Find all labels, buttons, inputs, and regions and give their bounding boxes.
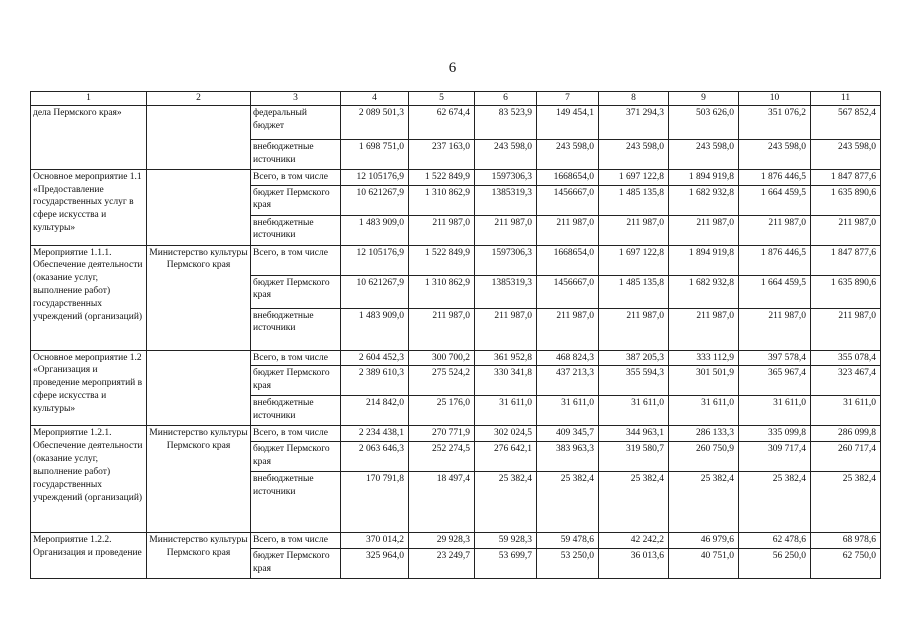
value-cell: 1 635 890,6 [811,275,881,308]
table-row [31,350,881,366]
value-cell: 1385319,3 [475,185,537,215]
value-cell: 2 234 438,1 [341,426,409,442]
page-number: 6 [448,60,457,76]
value-cell: 2 604 452,3 [341,350,409,366]
value-cell: 286 099,8 [811,426,881,442]
value-cell: 260 750,9 [669,442,739,472]
value-cell: 53 250,0 [537,549,599,579]
value-cell: 243 598,0 [475,139,537,169]
value-cell: 12 105176,9 [341,169,409,185]
value-cell: 31 611,0 [537,396,599,426]
value-cell: 325 964,0 [341,549,409,579]
value-cell: 31 611,0 [599,396,669,426]
value-cell: 53 699,7 [475,549,537,579]
value-cell: 383 963,3 [537,442,599,472]
value-cell: 23 249,7 [409,549,475,579]
value-cell: 1 894 919,8 [669,169,739,185]
source-cell: внебюджетные источники [251,139,341,169]
value-cell: 211 987,0 [811,308,881,350]
value-cell: 56 250,0 [739,549,811,579]
value-cell: 211 987,0 [475,215,537,245]
value-cell: 237 163,0 [409,139,475,169]
value-cell: 1 310 862,9 [409,185,475,215]
source-cell: бюджет Пермского края [251,275,341,308]
value-cell: 68 978,6 [811,533,881,549]
value-cell: 275 524,2 [409,366,475,396]
value-cell: 31 611,0 [475,396,537,426]
value-cell: 276 642,1 [475,442,537,472]
value-cell: 62 674,4 [409,105,475,139]
source-cell: Всего, в том числе [251,245,341,275]
value-cell: 170 791,8 [341,472,409,533]
value-cell: 149 454,1 [537,105,599,139]
source-cell: внебюджетные источники [251,308,341,350]
value-cell: 59 928,3 [475,533,537,549]
value-cell: 319 580,7 [599,442,669,472]
executor-cell [147,169,251,245]
value-cell: 211 987,0 [537,215,599,245]
value-cell: 286 133,3 [669,426,739,442]
value-cell: 211 987,0 [475,308,537,350]
value-cell: 1 876 446,5 [739,169,811,185]
value-cell: 1597306,3 [475,169,537,185]
value-cell: 1456667,0 [537,185,599,215]
value-cell: 301 501,9 [669,366,739,396]
value-cell: 243 598,0 [669,139,739,169]
source-cell: внебюджетные источники [251,472,341,533]
value-cell: 25 382,4 [475,472,537,533]
value-cell: 302 024,5 [475,426,537,442]
table-row [31,169,881,185]
value-cell: 397 578,4 [739,350,811,366]
source-cell: Всего, в том числе [251,350,341,366]
value-cell: 330 341,8 [475,366,537,396]
value-cell: 25 382,4 [599,472,669,533]
header-cell: 10 [739,92,811,106]
value-cell: 260 717,4 [811,442,881,472]
table-row [31,426,881,442]
value-cell: 355 078,4 [811,350,881,366]
value-cell: 468 824,3 [537,350,599,366]
value-cell: 1 698 751,0 [341,139,409,169]
value-cell: 10 621267,9 [341,275,409,308]
table-row [31,105,881,139]
value-cell: 1 664 459,5 [739,185,811,215]
value-cell: 1 310 862,9 [409,275,475,308]
value-cell: 344 963,1 [599,426,669,442]
value-cell: 211 987,0 [537,308,599,350]
executor-cell [147,105,251,169]
header-cell: 7 [537,92,599,106]
table-row [31,245,881,275]
header-cell: 8 [599,92,669,106]
value-cell: 211 987,0 [409,308,475,350]
value-cell: 323 467,4 [811,366,881,396]
value-cell: 1 682 932,8 [669,275,739,308]
header-cell: 4 [341,92,409,106]
value-cell: 1 847 877,6 [811,245,881,275]
source-cell: бюджет Пермского края [251,442,341,472]
source-cell: бюджет Пермского края [251,549,341,579]
value-cell: 46 979,6 [669,533,739,549]
value-cell: 1 682 932,8 [669,185,739,215]
value-cell: 243 598,0 [811,139,881,169]
value-cell: 1 483 909,0 [341,215,409,245]
value-cell: 1668654,0 [537,169,599,185]
header-cell: 1 [31,92,147,106]
value-cell: 1 664 459,5 [739,275,811,308]
value-cell: 333 112,9 [669,350,739,366]
value-cell: 12 105176,9 [341,245,409,275]
value-cell: 361 952,8 [475,350,537,366]
value-cell: 25 382,4 [811,472,881,533]
source-cell: Всего, в том числе [251,169,341,185]
table-row [31,533,881,549]
value-cell: 25 176,0 [409,396,475,426]
value-cell: 25 382,4 [739,472,811,533]
header-cell: 9 [669,92,739,106]
executor-cell: Министерство культуры Пермского края [147,245,251,350]
value-cell: 503 626,0 [669,105,739,139]
value-cell: 2 063 646,3 [341,442,409,472]
value-cell: 214 842,0 [341,396,409,426]
value-cell: 42 242,2 [599,533,669,549]
value-cell: 59 478,6 [537,533,599,549]
value-cell: 1 876 446,5 [739,245,811,275]
value-cell: 252 274,5 [409,442,475,472]
value-cell: 1 697 122,8 [599,169,669,185]
source-cell: бюджет Пермского края [251,185,341,215]
value-cell: 351 076,2 [739,105,811,139]
value-cell: 1 485 135,8 [599,185,669,215]
value-cell: 29 928,3 [409,533,475,549]
value-cell: 31 611,0 [739,396,811,426]
value-cell: 211 987,0 [409,215,475,245]
value-cell: 1 847 877,6 [811,169,881,185]
value-cell: 270 771,9 [409,426,475,442]
header-cell: 11 [811,92,881,106]
value-cell: 243 598,0 [739,139,811,169]
value-cell: 387 205,3 [599,350,669,366]
value-cell: 2 089 501,3 [341,105,409,139]
value-cell: 211 987,0 [599,215,669,245]
value-cell: 211 987,0 [599,308,669,350]
value-cell: 365 967,4 [739,366,811,396]
header-cell: 6 [475,92,537,106]
value-cell: 211 987,0 [739,308,811,350]
value-cell: 31 611,0 [811,396,881,426]
value-cell: 243 598,0 [537,139,599,169]
value-cell: 1 697 122,8 [599,245,669,275]
executor-cell: Министерство культуры Пермского края [147,533,251,579]
value-cell: 1668654,0 [537,245,599,275]
header-row [31,92,881,106]
source-cell: внебюджетные источники [251,215,341,245]
value-cell: 62 478,6 [739,533,811,549]
value-cell: 211 987,0 [669,308,739,350]
value-cell: 437 213,3 [537,366,599,396]
value-cell: 371 294,3 [599,105,669,139]
value-cell: 1 894 919,8 [669,245,739,275]
value-cell: 300 700,2 [409,350,475,366]
program-name-cell: дела Пермского края» [31,105,147,169]
value-cell: 1385319,3 [475,275,537,308]
value-cell: 211 987,0 [669,215,739,245]
source-cell: Всего, в том числе [251,426,341,442]
source-cell: федеральный бюджет [251,105,341,139]
source-cell: внебюджетные источники [251,396,341,426]
program-name-cell: Мероприятие 1.1.1. Обеспечение деятельности (оказание услуг, выполнение работ) государственных учреждений (организаций) [31,245,147,350]
value-cell: 370 014,2 [341,533,409,549]
program-name-cell: Мероприятие 1.2.1. Обеспечение деятельности (оказание услуг, выполнение работ) государственных учреждений (организаций) [31,426,147,533]
value-cell: 40 751,0 [669,549,739,579]
value-cell: 1 483 909,0 [341,308,409,350]
source-cell: бюджет Пермского края [251,366,341,396]
header-cell: 2 [147,92,251,106]
value-cell: 1 522 849,9 [409,169,475,185]
value-cell: 409 345,7 [537,426,599,442]
header-cell: 5 [409,92,475,106]
executor-cell [147,350,251,426]
value-cell: 309 717,4 [739,442,811,472]
value-cell: 36 013,6 [599,549,669,579]
value-cell: 335 099,8 [739,426,811,442]
value-cell: 1 485 135,8 [599,275,669,308]
value-cell: 2 389 610,3 [341,366,409,396]
value-cell: 1456667,0 [537,275,599,308]
value-cell: 62 750,0 [811,549,881,579]
value-cell: 83 523,9 [475,105,537,139]
value-cell: 211 987,0 [739,215,811,245]
value-cell: 18 497,4 [409,472,475,533]
value-cell: 243 598,0 [599,139,669,169]
value-cell: 1 635 890,6 [811,185,881,215]
program-name-cell: Мероприятие 1.2.2. Организация и проведение [31,533,147,579]
program-name-cell: Основное мероприятие 1.2 «Организация и проведение мероприятий в сфере искусства и культуры» [31,350,147,426]
value-cell: 567 852,4 [811,105,881,139]
value-cell: 1597306,3 [475,245,537,275]
budget-table [30,91,881,579]
program-name-cell: Основное мероприятие 1.1 «Предоставление государственных услуг в сфере искусства и культуры» [31,169,147,245]
value-cell: 1 522 849,9 [409,245,475,275]
value-cell: 355 594,3 [599,366,669,396]
value-cell: 10 621267,9 [341,185,409,215]
value-cell: 25 382,4 [537,472,599,533]
executor-cell: Министерство культуры Пермского края [147,426,251,533]
value-cell: 25 382,4 [669,472,739,533]
value-cell: 31 611,0 [669,396,739,426]
source-cell: Всего, в том числе [251,533,341,549]
value-cell: 211 987,0 [811,215,881,245]
header-cell: 3 [251,92,341,106]
